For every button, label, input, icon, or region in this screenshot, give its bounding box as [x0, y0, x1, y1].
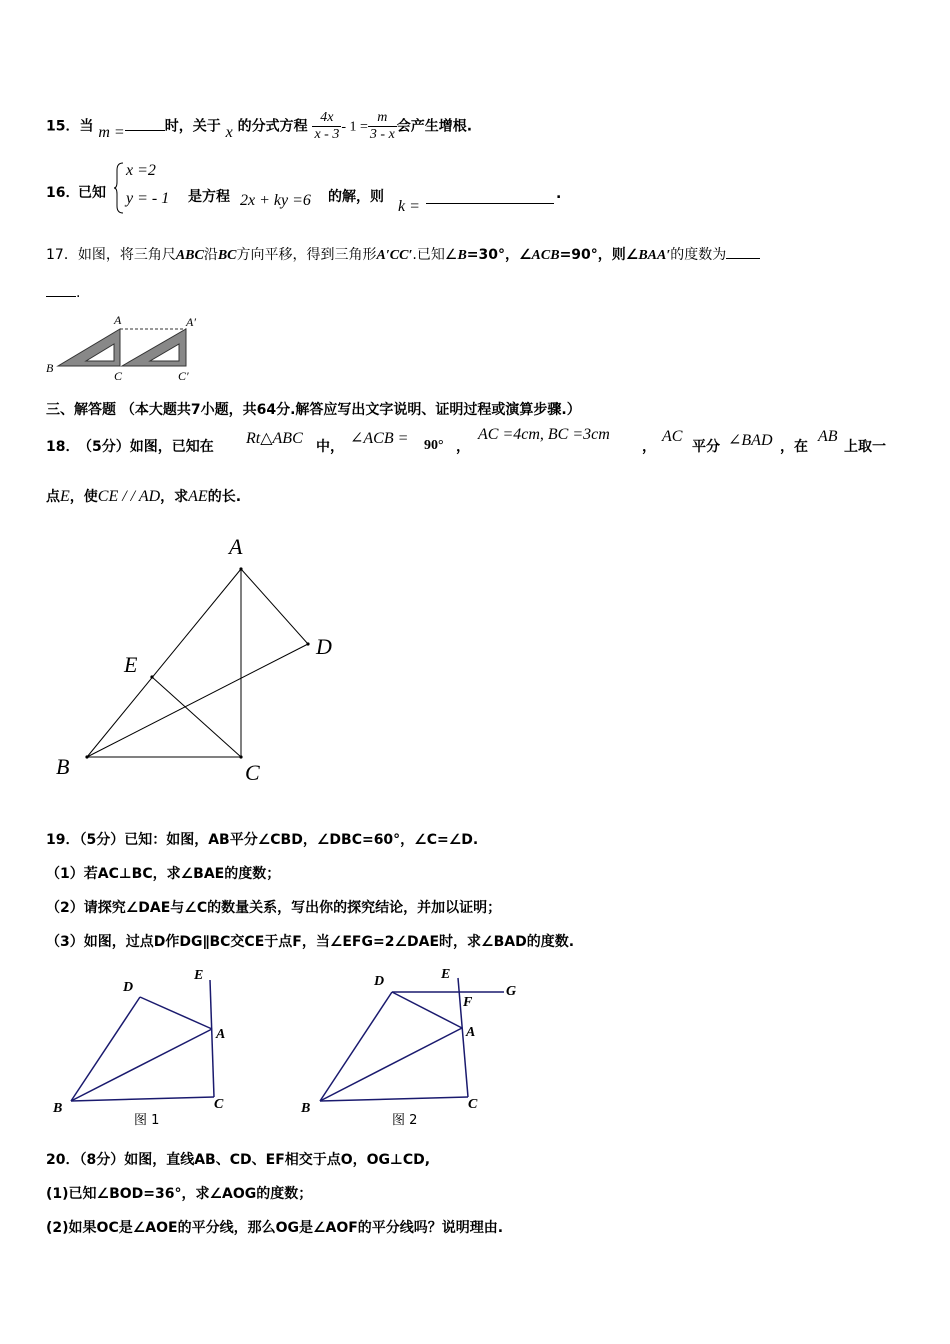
- q18-line2-c: ，求: [160, 489, 189, 505]
- q18-segment-ad: [241, 569, 308, 644]
- q15-fraction-2: [368, 110, 397, 143]
- q15-text-4: 会产生增根.: [396, 118, 473, 135]
- q15-frac1-num: 4x: [312, 110, 341, 127]
- q19f1-segment-da: [140, 997, 212, 1029]
- q18-ce-parallel: CE / / AD: [97, 488, 161, 505]
- q15-mid: - 1 =: [341, 119, 368, 135]
- q17-text-f: =90°，则∠: [559, 247, 639, 263]
- q19f2-label-c: C: [468, 1097, 478, 1112]
- q16-equation: 2x + ky =6: [240, 192, 311, 209]
- q19f1-label-c: C: [214, 1097, 224, 1112]
- q18-angle: ∠ACB =: [350, 430, 409, 447]
- q19f1-segment-bc: [71, 1097, 214, 1101]
- q20-line-2: (1)已知∠BOD=36°，求∠AOG的度数；: [46, 1186, 313, 1202]
- q18-number: 18．: [46, 439, 80, 455]
- q15-text-1: 当: [79, 118, 94, 135]
- q18-text-2: 中，: [316, 439, 344, 455]
- q19f1-segment-ba: [71, 1029, 212, 1101]
- q17-abc: ABC: [175, 248, 204, 263]
- q17-blank-2: [46, 296, 76, 297]
- q19f2-caption: 图 2: [392, 1113, 418, 1128]
- q19f2-segment-bd: [320, 992, 392, 1101]
- q18-line2-b: ，使: [69, 489, 98, 505]
- q18-ab: AB: [818, 428, 838, 445]
- q19f1-label-e: E: [194, 968, 204, 983]
- q17-text-c: 方向平移，得到三角形: [236, 247, 377, 263]
- q19f2-segment-da: [392, 992, 462, 1028]
- q17-label-a-prime: A′: [186, 315, 196, 329]
- q18-bad: ∠BAD: [728, 432, 773, 449]
- q17-label-b: B: [46, 361, 54, 375]
- question-15: [46, 110, 472, 140]
- q19f1-segment-bd: [71, 997, 140, 1101]
- q17-number: 17．: [46, 247, 78, 263]
- q17-b: B: [457, 248, 467, 263]
- q17-label-c-prime: C′: [178, 369, 189, 383]
- q17-text-a: 如图，将三角尺: [77, 247, 176, 263]
- question-17: [46, 244, 760, 267]
- q18-label-a: A: [229, 534, 243, 559]
- q19-figure-1: [46, 960, 246, 1130]
- q16-system-line-1: x =2: [126, 162, 156, 179]
- q18-segment-ab: [87, 569, 241, 757]
- q15-frac2-den: 3 - x: [369, 127, 395, 142]
- q15-x-var: x: [225, 123, 233, 141]
- q19f2-segment-bc: [320, 1097, 468, 1101]
- q18-label-b: B: [56, 754, 70, 779]
- q17-text-e: =30°，∠: [466, 247, 532, 263]
- q17-label-c: C: [114, 369, 123, 383]
- q16-blank: [426, 190, 554, 204]
- q19f1-caption: 图 1: [134, 1113, 160, 1128]
- q17-text-g: 的度数为: [670, 247, 727, 263]
- q15-m-var: m =: [98, 123, 125, 141]
- q18-degrees: 90°: [424, 438, 444, 453]
- q18-label-e: E: [124, 652, 138, 677]
- q15-frac1-den: x - 3: [314, 127, 340, 142]
- section-3-heading: 三、解答题 （本大题共7小题，共64分.解答应写出文字说明、证明过程或演算步骤.）: [46, 402, 581, 418]
- q15-blank: [125, 130, 165, 131]
- q17-figure: [40, 312, 210, 384]
- q19-line-4: （3）如图，过点D作DG∥BC交CE于点F，当∠EFG=2∠DAE时，求∠BAD的度数.: [46, 934, 575, 950]
- q18-conditions: AC =4cm, BC =3cm: [478, 426, 610, 443]
- q20-line-3: (2)如果OC是∠AOE的平分线，那么OG是∠AOF的平分线吗？说明理由.: [46, 1220, 504, 1236]
- q18-line2-a: 点: [46, 489, 60, 505]
- q18-line2-d: 的长.: [207, 489, 242, 505]
- q15-text-3: 的分式方程: [237, 118, 308, 135]
- q15-text-2: 时，关于: [164, 118, 221, 135]
- q17-acc: A′CC′: [376, 248, 413, 263]
- q16-text-2: 是方程: [188, 189, 230, 205]
- q18-ae: AE: [188, 488, 208, 505]
- q18-text-3: ，: [456, 439, 470, 455]
- q19f1-label-b: B: [53, 1101, 63, 1116]
- q16-text-3: 的解，则: [328, 189, 384, 205]
- q18-segment-bd: [87, 644, 308, 757]
- q15-frac2-num: m: [368, 110, 397, 127]
- q17-baa: BAA′: [638, 248, 671, 263]
- q19f2-label-e: E: [441, 967, 451, 982]
- q18-text-1: （5分）如图，已知在: [78, 439, 214, 455]
- q18-text-5: 平分: [692, 439, 720, 455]
- q19f2-label-f: F: [463, 995, 473, 1010]
- q16-brace: [114, 162, 124, 214]
- q16-k-var: k =: [398, 198, 420, 215]
- q19f1-label-d: D: [123, 980, 134, 995]
- q18-figure: [40, 530, 360, 792]
- q18-ac: AC: [662, 428, 683, 445]
- q19f2-label-d: D: [374, 974, 385, 989]
- q19f2-label-a: A: [466, 1025, 476, 1040]
- q17-blank-1: [726, 258, 760, 259]
- q17-text-d: .已知∠: [412, 247, 458, 263]
- q19f2-label-b: B: [301, 1101, 311, 1116]
- q18-point-e: E: [60, 488, 70, 505]
- q17-bc: BC: [217, 248, 237, 263]
- q17-label-a: A: [114, 313, 122, 327]
- q16-number: 16．: [46, 185, 80, 201]
- q19-line-3: （2）请探究∠DAE与∠C的数量关系，写出你的探究结论，并加以证明；: [46, 900, 502, 916]
- q18-line-2: [46, 486, 241, 508]
- q17-acb: ACB: [531, 248, 560, 263]
- q19f1-label-a: A: [216, 1027, 226, 1042]
- q18-text-7: 上取一: [844, 439, 886, 455]
- q18-rt-triangle: Rt△ABC: [246, 430, 303, 447]
- q16-end: .: [556, 186, 562, 202]
- q16-text-1: 已知: [78, 185, 106, 201]
- q19f1-segment-ec: [210, 980, 214, 1097]
- q18-label-d: D: [316, 634, 332, 659]
- q17-end: .: [76, 285, 81, 301]
- q17-text-b: 沿: [203, 247, 218, 263]
- q20-line-1: 20．（8分）如图，直线AB、CD、EF相交于点O，OG⊥CD,: [46, 1152, 431, 1168]
- q19f2-segment-ba: [320, 1028, 462, 1101]
- q18-text-4: ，: [642, 439, 656, 455]
- q19-line-2: （1）若AC⊥BC，求∠BAE的度数；: [46, 866, 281, 882]
- q15-number: 15．: [46, 118, 80, 135]
- q16-system-line-2: y = - 1: [126, 190, 170, 207]
- q17-line-2: [46, 282, 80, 304]
- q15-fraction-1: [312, 110, 341, 143]
- q18-label-c: C: [245, 760, 260, 785]
- q19-line-1: 19．（5分）已知：如图，AB平分∠CBD，∠DBC=60°，∠C=∠D.: [46, 832, 479, 848]
- q19-figure-2: [296, 960, 536, 1130]
- q18-text-6: ，在: [780, 439, 808, 455]
- q19f2-label-g: G: [506, 984, 517, 999]
